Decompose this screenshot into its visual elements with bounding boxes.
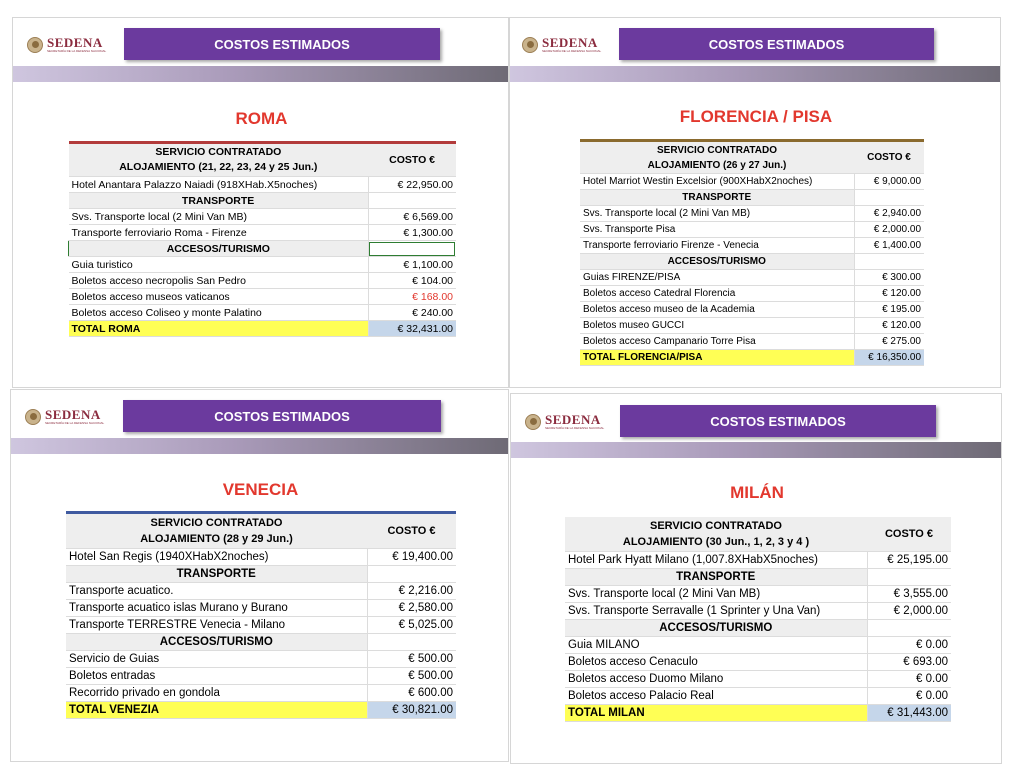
row-desc: Boletos acceso Catedral Florencia <box>580 286 854 302</box>
table-row <box>66 600 456 617</box>
row-amount: € 0.00 <box>867 688 951 705</box>
sedena-seal-icon <box>525 414 541 430</box>
section-row <box>580 254 924 270</box>
service-header-cell <box>580 141 854 174</box>
table-row <box>66 549 456 566</box>
service-header: SERVICIO CONTRATADO <box>155 146 282 158</box>
row-desc: Boletos museo GUCCI <box>580 318 854 334</box>
sedena-seal-icon <box>27 37 43 53</box>
lodging-header: ALOJAMIENTO (30 Jun., 1, 2, 3 y 4 ) <box>622 536 810 548</box>
row-desc: Guia MILANO <box>565 637 867 654</box>
row-desc: Svs. Transporte Pisa <box>580 222 854 238</box>
logo-name: SEDENA <box>47 35 103 50</box>
total-row <box>565 705 951 722</box>
sedena-logo <box>27 36 106 53</box>
slide-roma <box>12 17 509 388</box>
row-amount: € 2,940.00 <box>854 206 924 222</box>
sedena-seal-icon <box>25 409 41 425</box>
row-amount-highlight: € 168.00 <box>368 289 456 305</box>
row-amount: € 600.00 <box>367 685 456 702</box>
table-row <box>69 225 457 241</box>
section-label: TRANSPORTE <box>66 566 367 583</box>
table-row <box>69 273 457 289</box>
row-desc: Boletos acceso museos vaticanos <box>69 289 369 305</box>
table-row <box>565 671 951 688</box>
service-header-cell <box>565 517 867 552</box>
cost-header: COSTO € <box>854 141 924 174</box>
row-desc: Transporte acuatico islas Murano y Burano <box>66 600 367 617</box>
slide-venecia <box>10 389 509 762</box>
header-bar <box>11 438 509 454</box>
row-amount: € 1,300.00 <box>368 225 456 241</box>
city-title: FLORENCIA / PISA <box>679 107 833 126</box>
table-row <box>69 289 457 305</box>
row-desc: Transporte ferroviario Firenze - Venecia <box>580 238 854 254</box>
total-row <box>69 321 457 337</box>
table-header-row <box>69 143 457 177</box>
section-empty-cell <box>854 190 924 206</box>
section-row <box>66 634 456 651</box>
section-label: TRANSPORTE <box>565 569 867 586</box>
service-header-cell <box>66 513 367 549</box>
sedena-seal-icon <box>522 37 538 53</box>
row-amount: € 275.00 <box>854 334 924 350</box>
logo-name: SEDENA <box>545 412 601 427</box>
table-row <box>580 318 924 334</box>
table-row <box>580 206 924 222</box>
row-amount: € 5,025.00 <box>367 617 456 634</box>
logo-name: SEDENA <box>542 35 598 50</box>
section-row <box>66 566 456 583</box>
section-label: ACCESOS/TURISMO <box>565 620 867 637</box>
row-amount: € 240.00 <box>368 305 456 321</box>
row-desc: Boletos acceso Campanario Torre Pisa <box>580 334 854 350</box>
lodging-header: ALOJAMIENTO (26 y 27 Jun.) <box>647 159 787 171</box>
total-amount: € 31,443.00 <box>867 705 951 722</box>
cost-header: COSTO € <box>368 143 456 177</box>
table-header-row <box>580 141 924 174</box>
table-row <box>565 586 951 603</box>
row-desc: Svs. Transporte local (2 Mini Van MB) <box>565 586 867 603</box>
row-desc: Transporte ferroviario Roma - Firenze <box>69 225 369 241</box>
table-row <box>69 257 457 273</box>
header-bar <box>510 66 1001 82</box>
slide-banner: COSTOS ESTIMADOS <box>620 405 936 437</box>
logo-subtitle: SECRETARÍA DE LA DEFENSA NACIONAL <box>47 49 107 53</box>
logo-name: SEDENA <box>45 407 101 422</box>
row-amount: € 500.00 <box>367 668 456 685</box>
row-amount: € 6,569.00 <box>368 209 456 225</box>
total-label: TOTAL ROMA <box>69 321 369 337</box>
section-row <box>565 620 951 637</box>
row-desc: Guias FIRENZE/PISA <box>580 270 854 286</box>
service-header: SERVICIO CONTRATADO <box>649 520 782 532</box>
service-header: SERVICIO CONTRATADO <box>656 144 777 156</box>
selected-cell[interactable] <box>368 241 456 257</box>
city-title: MILÁN <box>730 483 784 502</box>
cost-table <box>565 517 951 722</box>
header-bar <box>511 442 1002 458</box>
section-label: ACCESOS/TURISMO <box>69 241 369 257</box>
row-amount: € 9,000.00 <box>854 174 924 190</box>
row-amount: € 300.00 <box>854 270 924 286</box>
row-desc: Guia turistico <box>69 257 369 273</box>
row-desc: Boletos entradas <box>66 668 367 685</box>
row-desc: Servicio de Guias <box>66 651 367 668</box>
service-header-cell <box>69 143 369 177</box>
row-desc: Hotel Marriot Westin Excelsior (900XHabX2noches) <box>580 174 854 190</box>
section-empty-cell <box>367 634 456 651</box>
slide-florencia <box>509 17 1001 388</box>
table-row <box>580 270 924 286</box>
total-row <box>66 702 456 719</box>
section-label: ACCESOS/TURISMO <box>580 254 854 270</box>
table-header-row <box>565 517 951 552</box>
table-row <box>565 637 951 654</box>
cost-table <box>580 139 924 366</box>
total-label: TOTAL VENEZIA <box>66 702 367 719</box>
table-row <box>565 603 951 620</box>
total-label: TOTAL MILAN <box>565 705 867 722</box>
sedena-logo <box>525 413 604 430</box>
section-label: TRANSPORTE <box>69 193 369 209</box>
row-amount: € 2,216.00 <box>367 583 456 600</box>
sedena-logo <box>522 36 601 53</box>
section-empty-cell <box>368 193 456 209</box>
logo-subtitle: SECRETARÍA DE LA DEFENSA NACIONAL <box>542 49 602 53</box>
table-row <box>66 651 456 668</box>
row-desc: Transporte acuatico. <box>66 583 367 600</box>
row-amount: € 500.00 <box>367 651 456 668</box>
row-desc: Hotel San Regis (1940XHabX2noches) <box>66 549 367 566</box>
row-amount: € 2,580.00 <box>367 600 456 617</box>
table-row <box>580 334 924 350</box>
table-row <box>66 583 456 600</box>
section-label: TRANSPORTE <box>580 190 854 206</box>
row-amount: € 693.00 <box>867 654 951 671</box>
row-desc: Boletos acceso necropolis San Pedro <box>69 273 369 289</box>
row-amount: € 104.00 <box>368 273 456 289</box>
row-amount: € 1,100.00 <box>368 257 456 273</box>
row-amount: € 120.00 <box>854 318 924 334</box>
section-empty-cell <box>854 254 924 270</box>
table-row <box>66 668 456 685</box>
slide-banner: COSTOS ESTIMADOS <box>124 28 440 60</box>
sedena-logo <box>25 408 104 425</box>
total-row <box>580 350 924 366</box>
row-desc: Boletos acceso Cenaculo <box>565 654 867 671</box>
row-desc: Boletos acceso Duomo Milano <box>565 671 867 688</box>
table-row <box>580 238 924 254</box>
cost-table <box>68 141 456 337</box>
cost-table <box>66 511 456 719</box>
table-row <box>66 617 456 634</box>
row-amount: € 2,000.00 <box>854 222 924 238</box>
row-desc: Svs. Transporte local (2 Mini Van MB) <box>69 209 369 225</box>
row-desc: Boletos acceso Palacio Real <box>565 688 867 705</box>
slide-banner: COSTOS ESTIMADOS <box>619 28 934 60</box>
row-desc: Svs. Transporte Serravalle (1 Sprinter y Una Van) <box>565 603 867 620</box>
row-amount: € 19,400.00 <box>367 549 456 566</box>
row-desc: Svs. Transporte local (2 Mini Van MB) <box>580 206 854 222</box>
total-amount: € 32,431.00 <box>368 321 456 337</box>
section-empty-cell <box>367 566 456 583</box>
table-row <box>565 654 951 671</box>
section-empty-cell <box>867 620 951 637</box>
table-row <box>565 688 951 705</box>
slide-milan <box>510 393 1002 764</box>
row-desc: Boletos acceso Coliseo y monte Palatino <box>69 305 369 321</box>
row-desc: Transporte TERRESTRE Venecia - Milano <box>66 617 367 634</box>
logo-subtitle: SECRETARÍA DE LA DEFENSA NACIONAL <box>45 421 105 425</box>
row-amount: € 22,950.00 <box>368 177 456 193</box>
row-desc: Recorrido privado en gondola <box>66 685 367 702</box>
city-title: ROMA <box>235 109 288 128</box>
table-row <box>580 174 924 190</box>
row-amount: € 25,195.00 <box>867 552 951 569</box>
table-row <box>66 685 456 702</box>
slide-banner: COSTOS ESTIMADOS <box>123 400 441 432</box>
row-desc: Hotel Park Hyatt Milano (1,007.8XHabX5noches) <box>565 552 867 569</box>
logo-subtitle: SECRETARÍA DE LA DEFENSA NACIONAL <box>545 426 605 430</box>
table-row <box>580 222 924 238</box>
section-row <box>69 241 457 257</box>
total-amount: € 30,821.00 <box>367 702 456 719</box>
row-amount: € 120.00 <box>854 286 924 302</box>
lodging-header: ALOJAMIENTO (28 y 29 Jun.) <box>140 533 293 545</box>
section-label: ACCESOS/TURISMO <box>66 634 367 651</box>
section-row <box>580 190 924 206</box>
section-empty-cell <box>867 569 951 586</box>
row-amount: € 2,000.00 <box>867 603 951 620</box>
cost-header: COSTO € <box>867 517 951 552</box>
row-amount: € 1,400.00 <box>854 238 924 254</box>
cost-header: COSTO € <box>367 513 456 549</box>
city-title: VENECIA <box>222 480 299 499</box>
table-header-row <box>66 513 456 549</box>
table-row <box>69 177 457 193</box>
table-row <box>69 209 457 225</box>
row-amount: € 195.00 <box>854 302 924 318</box>
row-desc: Boletos acceso museo de la Academia <box>580 302 854 318</box>
lodging-header: ALOJAMIENTO (21, 22, 23, 24 y 25 Jun.) <box>119 161 318 173</box>
row-amount: € 0.00 <box>867 671 951 688</box>
row-amount: € 0.00 <box>867 637 951 654</box>
total-amount: € 16,350.00 <box>854 350 924 366</box>
service-header: SERVICIO CONTRATADO <box>150 517 283 529</box>
header-bar <box>13 66 509 82</box>
table-row <box>580 302 924 318</box>
table-row <box>580 286 924 302</box>
row-amount: € 3,555.00 <box>867 586 951 603</box>
section-row <box>69 193 457 209</box>
table-row <box>69 305 457 321</box>
row-desc: Hotel Anantara Palazzo Naiadi (918XHab.X5noches) <box>69 177 369 193</box>
section-row <box>565 569 951 586</box>
table-row <box>565 552 951 569</box>
total-label: TOTAL FLORENCIA/PISA <box>580 350 854 366</box>
